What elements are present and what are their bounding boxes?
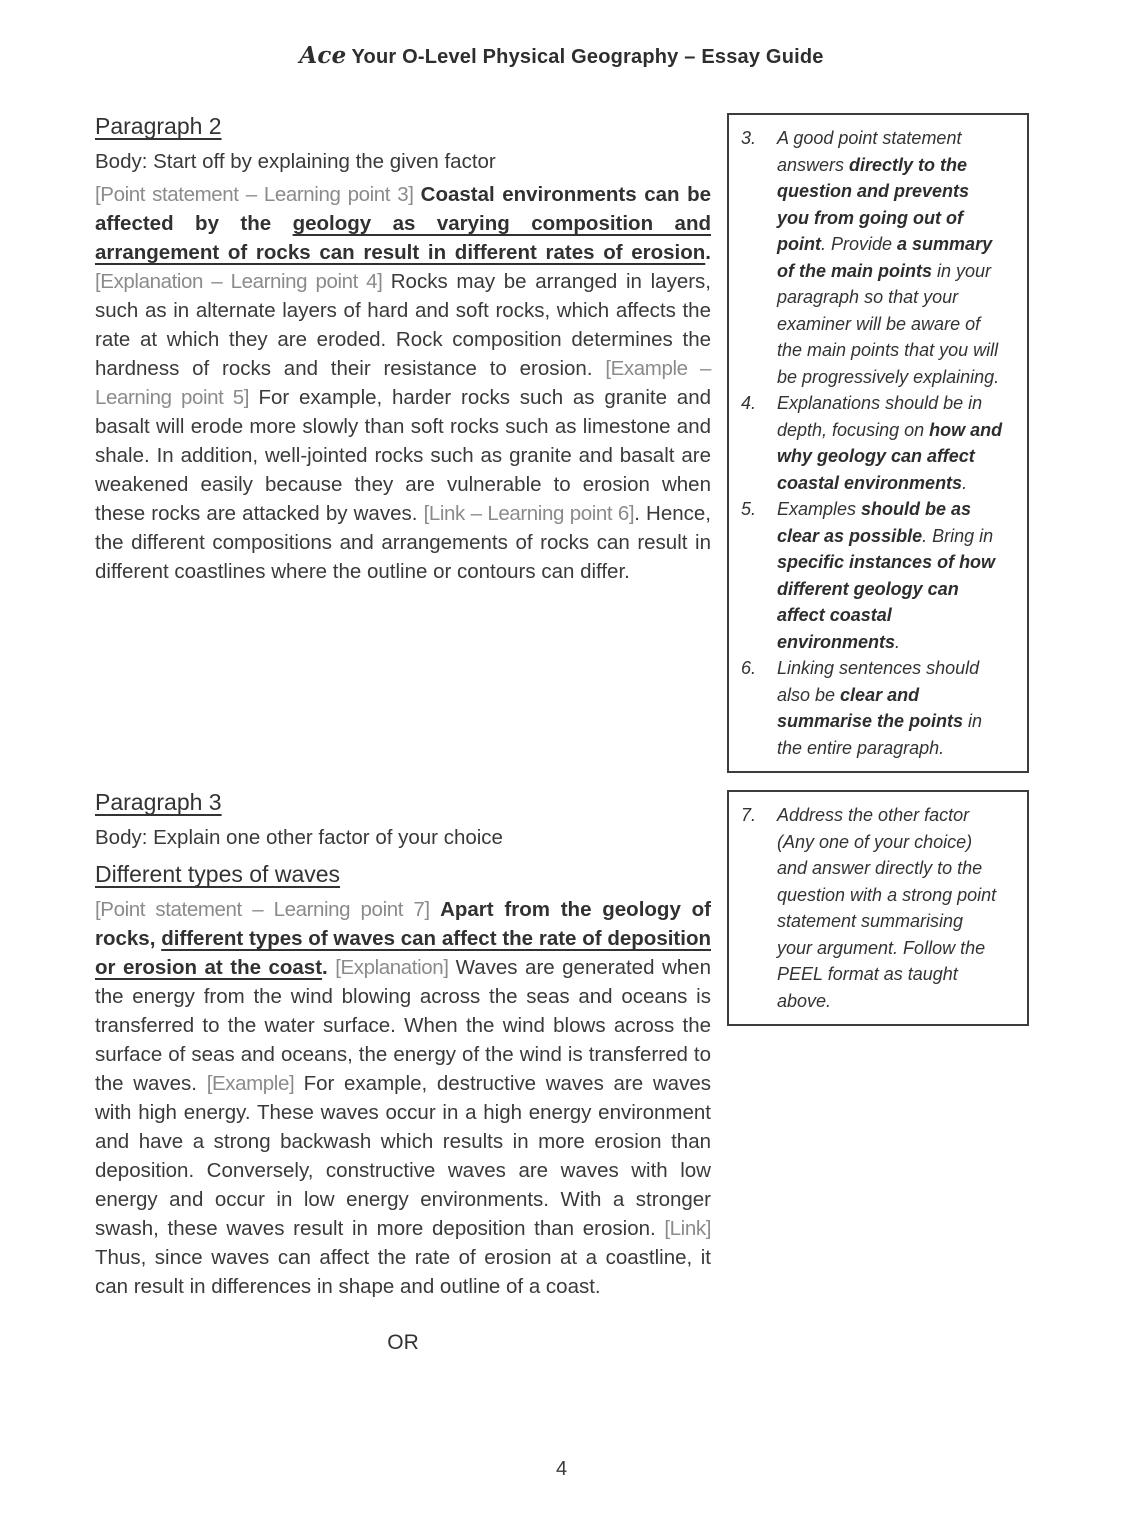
note-number: 4. [741, 393, 757, 413]
learning-point-tag: [Explanation – Learning point 4] [95, 270, 391, 293]
note-text: Linking sentences should also be clear and summarise the points in the entire paragraph. [777, 658, 983, 758]
note-number: 7. [741, 805, 757, 825]
learning-point-tag: [Example] [206, 1072, 304, 1095]
note-number: 5. [741, 499, 757, 519]
note-item [741, 802, 1003, 1014]
note-number: 6. [741, 658, 757, 678]
note-item [741, 496, 1003, 655]
learning-point-tag: [Explanation] [335, 956, 456, 979]
note-item [741, 125, 1003, 390]
learning-point-tag: [Link – Learning point 6] [423, 502, 635, 525]
brand-script-text: Ace [299, 42, 347, 69]
learning-point-tag: [Example – Learning point 5] [95, 357, 711, 409]
note-number: 3. [741, 128, 757, 148]
annotation-box-points-3-6 [727, 113, 1029, 773]
note-text: Examples should be as clear as possible. Bring in specific instances of how different geology can affect coastal environments. [777, 499, 996, 652]
note-text: Explanations should be in depth, focusing on how and why geology can affect coastal environments. [777, 393, 1003, 493]
note-item [741, 390, 1003, 496]
page-number: 4 [555, 1458, 568, 1480]
page-header [0, 42, 1123, 69]
paragraph-2-heading: Paragraph 2 [95, 113, 222, 139]
learning-point-tag: [Link] [664, 1217, 711, 1240]
paragraph-3-section [95, 788, 711, 1355]
paragraph-3-body-label: Body: Explain one other factor of your choice [95, 826, 503, 849]
paragraph-2-body-label: Body: Start off by explaining the given factor [95, 150, 496, 173]
annotation-box-point-7 [727, 790, 1029, 1026]
learning-point-tag: [Point statement – Learning point 7] [95, 898, 441, 921]
note-item [741, 655, 1003, 761]
header-title: Your O-Level Physical Geography – Essay Guide [351, 46, 824, 68]
paragraph-2-section [95, 112, 711, 586]
paragraph-3-subtitle: Different types of waves [95, 861, 341, 887]
note-text: Address the other factor (Any one of your choice) and answer directly to the question with a strong point statement summarising your argument. Follow the PEEL format as taught above. [777, 805, 997, 1011]
paragraph-3-heading: Paragraph 3 [95, 789, 222, 815]
paragraph-3-body-text: [Point statement – Learning point 7] Apart from the geology of rocks, different types of waves can affect the rate of deposition or erosion at the coast. [Explanation] Waves are generated when the energy from the wind blowing across the seas and oceans is transferred to the water surface. When the wind blows across the surface of seas and oceans, the energy of the wind is transferred to the waves. [Example] For example, destructive waves are waves with high energy. These waves occur in a high energy environment and have a strong backwash which results in more erosion than deposition. Conversely, constructive waves are waves with low energy and occur in low energy environments. With a stronger swash, these waves result in more deposition than erosion. [Link] Thus, since waves can affect the rate of erosion at a coastline, it can result in differences in shape and outline of a coast. [95, 898, 711, 1298]
or-separator: OR [387, 1331, 419, 1354]
learning-point-tag: [Point statement – Learning point 3] [95, 183, 421, 206]
note-text: A good point statement answers directly to the question and prevents you from going out of point. Provide a summary of the main points in your paragraph so that your examiner will be aware of the main points that you will be progressively explaining. [777, 128, 1000, 387]
paragraph-2-body-text: [Point statement – Learning point 3] Coastal environments can be affected by the geology as varying composition and arrangement of rocks can result in different rates of erosion. [Explanation – Learning point 4] Rocks may be arranged in layers, such as in alternate layers of hard and soft rocks, which affects the rate at which they are eroded. Rock composition determines the hardness of rocks and their resistance to erosion. [Example – Learning point 5] For example, harder rocks such as granite and basalt will erode more slowly than soft rocks such as limestone and shale. In addition, well-jointed rocks such as granite and basalt are weakened easily because they are vulnerable to erosion when these rocks are attacked by waves. [Link – Learning point 6]. Hence, the different compositions and arrangements of rocks can result in different coastlines where the outline or contours can differ. [95, 183, 711, 583]
